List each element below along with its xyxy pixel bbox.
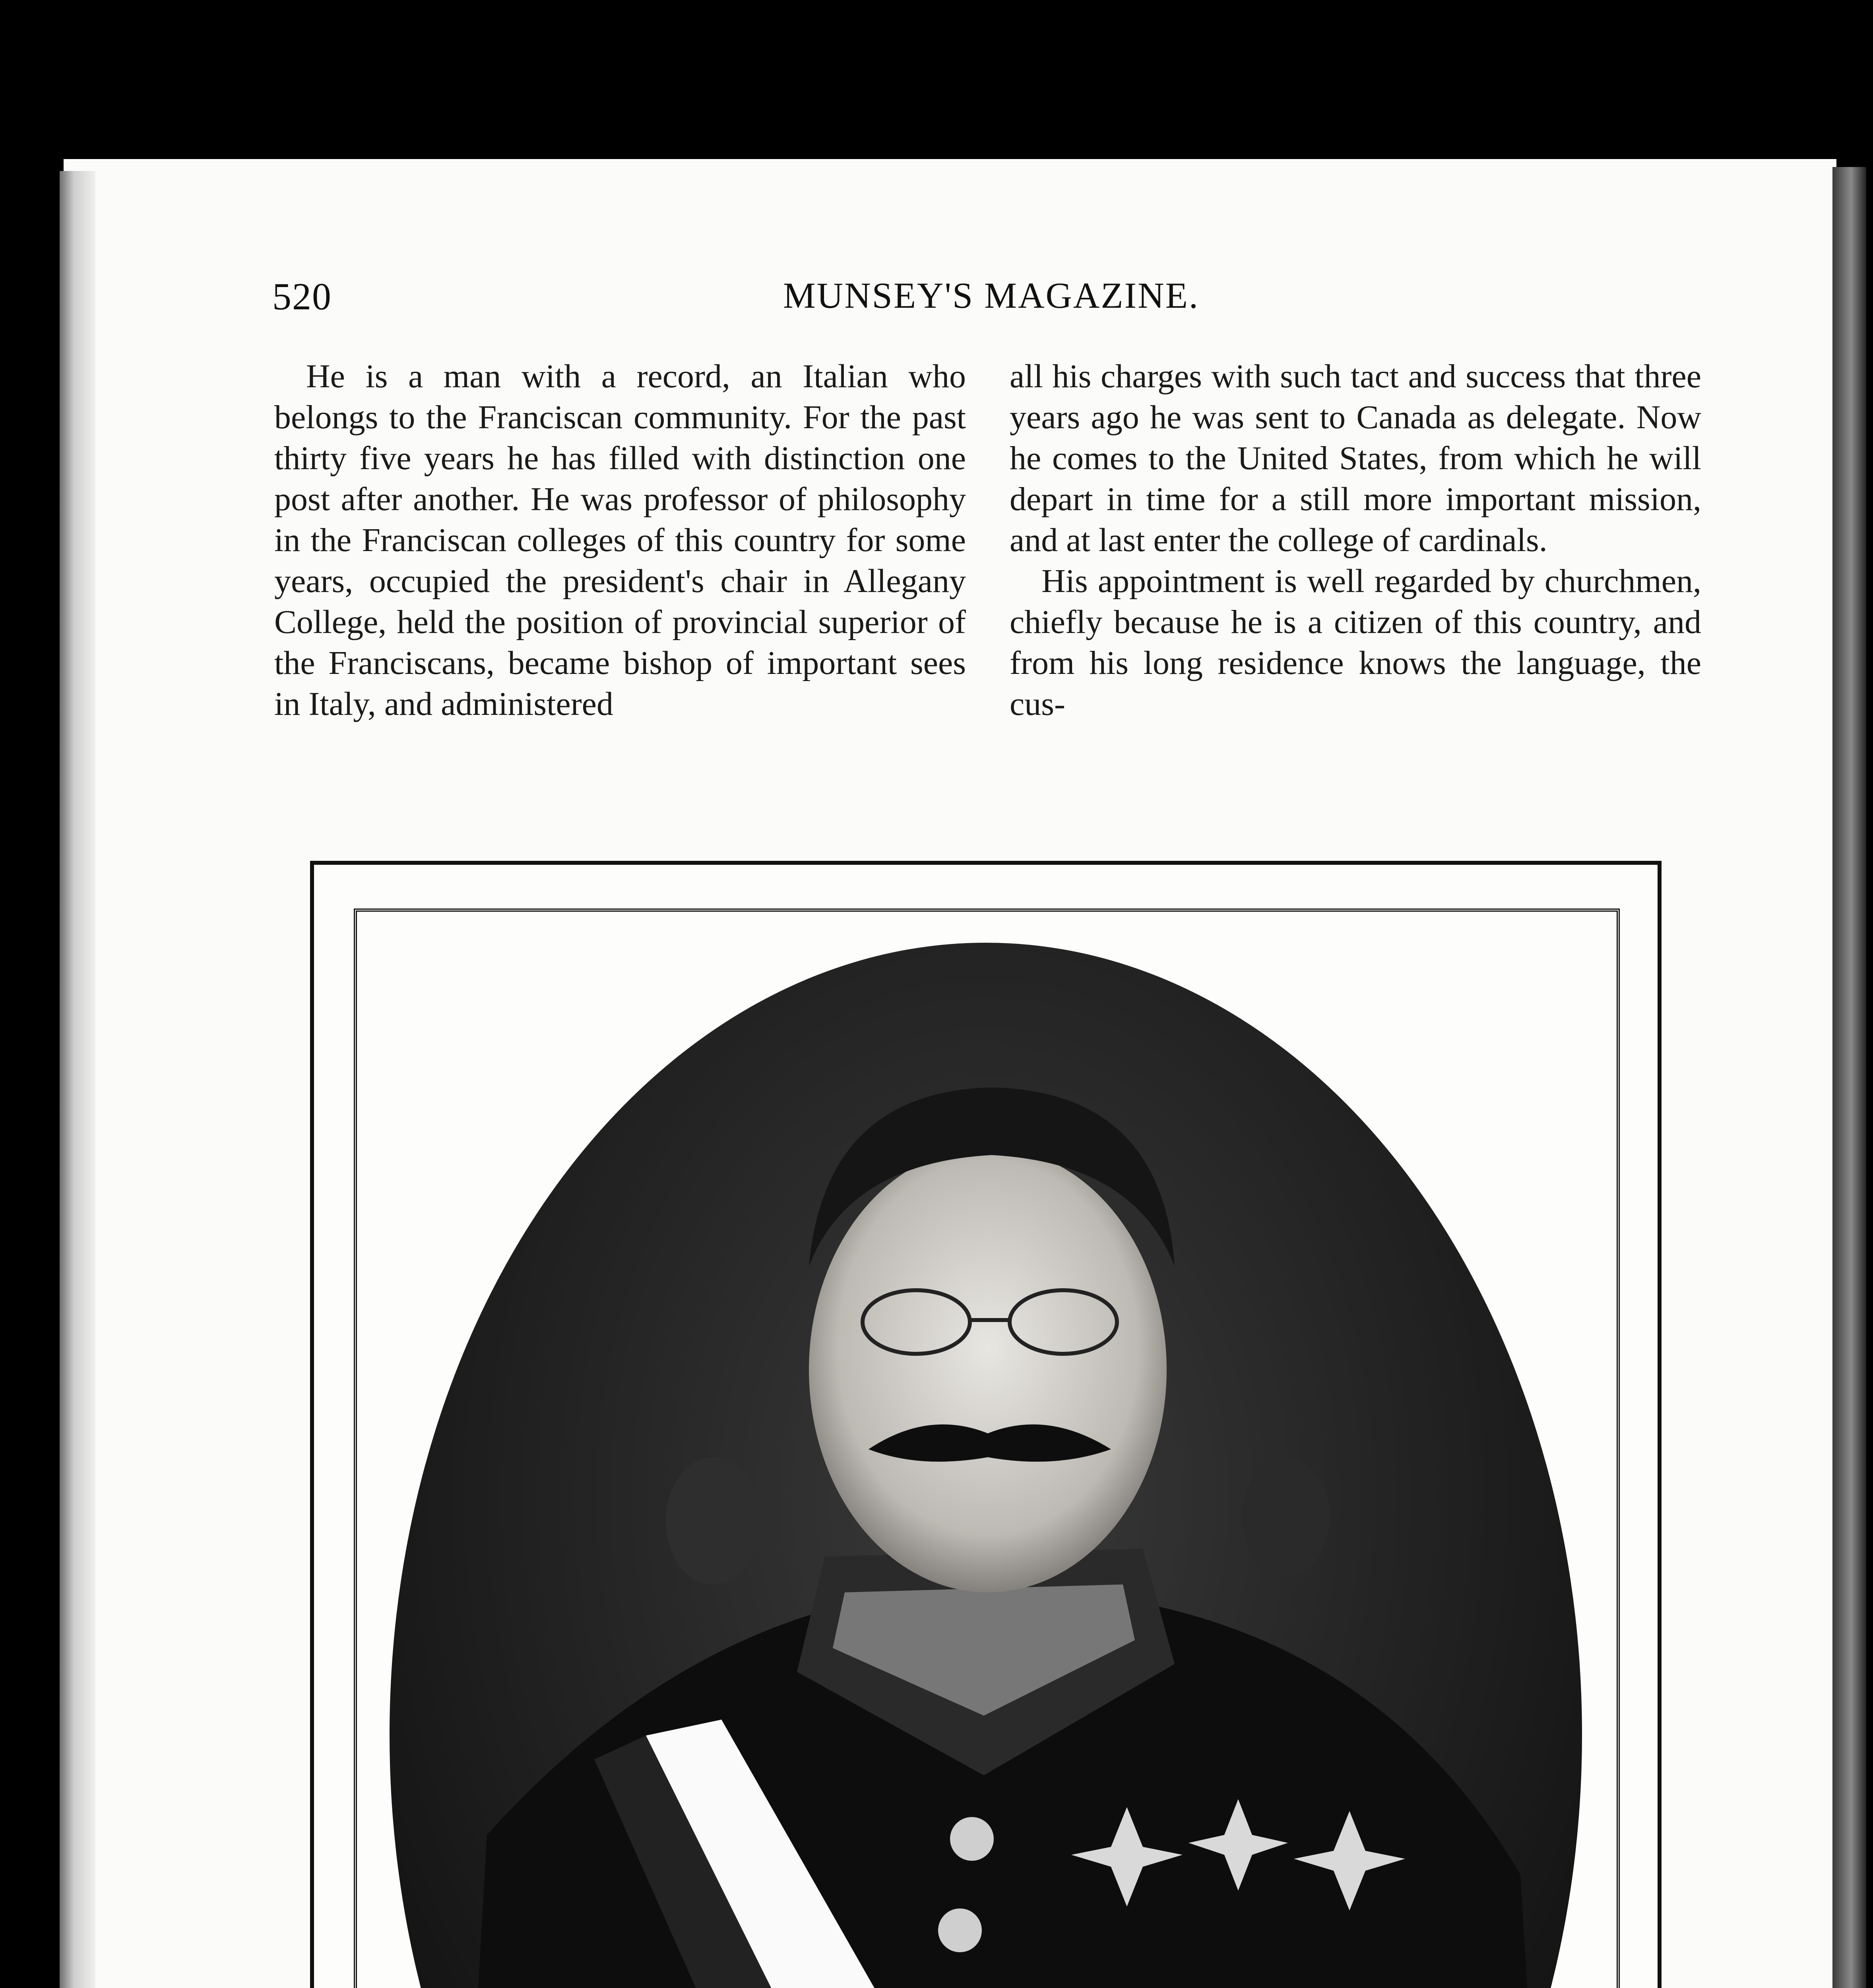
paragraph: He is a man with a record, an Italian who belongs to the Franciscan community. For the past thirty five years he has filled with distinction one post after another. He was professor of philosophy in the Franciscan colleges of this country for some years, occupied the president's chair in Allegany College, held the position of provincial superior of the Franciscans, became bishop of important sees in Italy, and administered	[274, 358, 966, 722]
text-column-right	[1010, 356, 1701, 724]
page-number: 520	[272, 275, 332, 318]
text-column-left	[274, 356, 966, 724]
paragraph-continuation: all his charges with such tact and success that three years ago he was sent to Canada as delegate. Now he comes to the United States, from which he will depart in time for a still more important mission, and at last enter the college of cardinals.	[1010, 358, 1701, 559]
running-header: MUNSEY'S MAGAZINE.	[783, 275, 1199, 316]
page-spine-edge	[60, 171, 95, 1988]
paragraph: His appointment is well regarded by churchmen, chiefly because he is a citizen of this country, and from his long residence knows the language, the cus-	[1010, 563, 1701, 722]
portrait-photo	[388, 940, 1584, 1988]
page-right-edge	[1832, 167, 1866, 1988]
